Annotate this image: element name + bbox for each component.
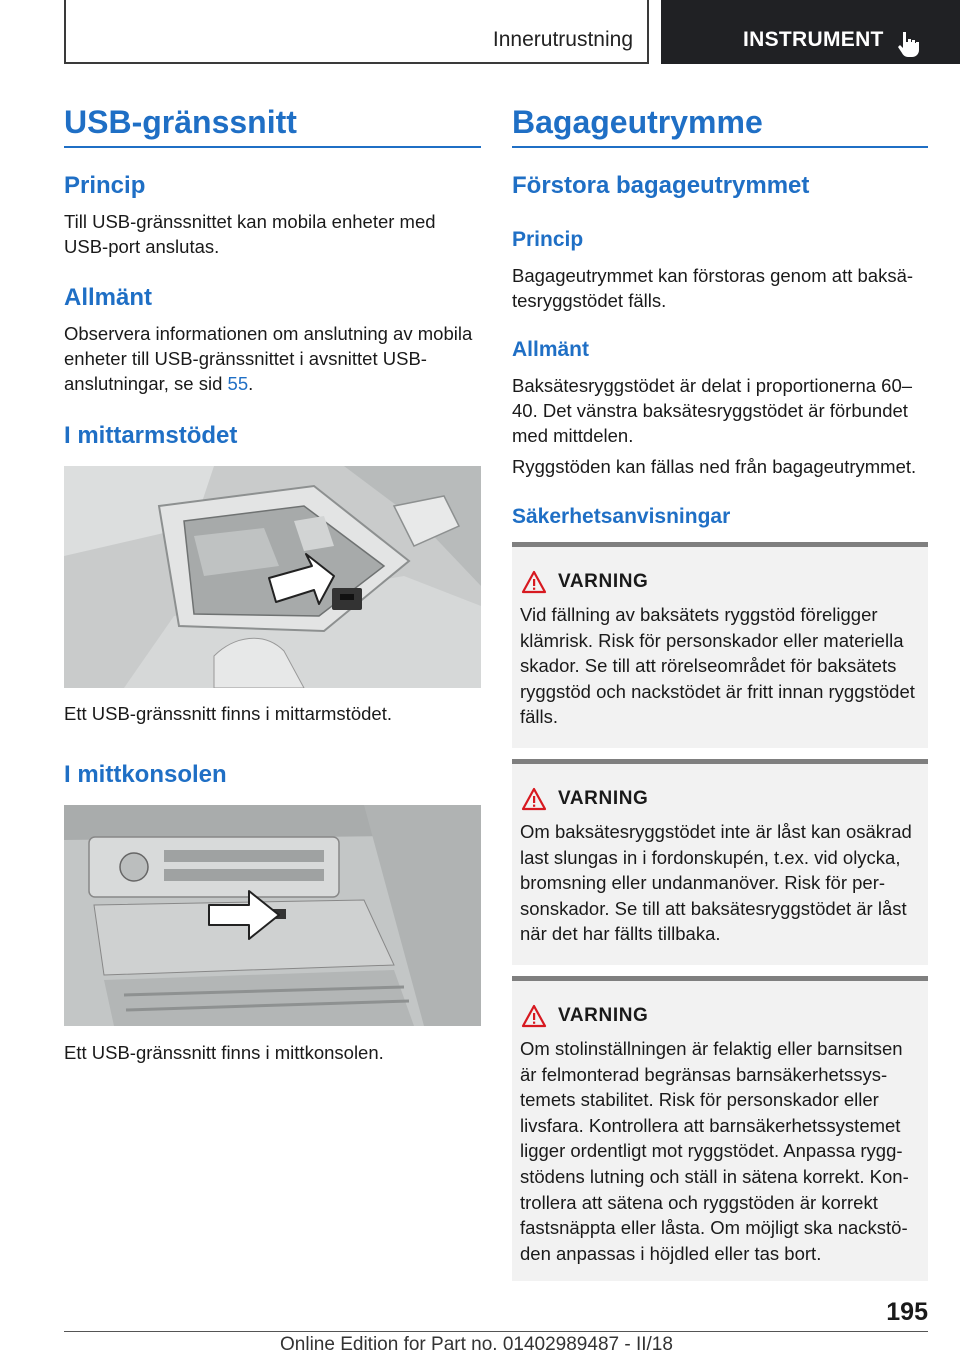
bagage-allmant-heading: Allmänt xyxy=(512,338,590,361)
armrest-caption: Ett USB-gränssnitt finns i mittarmstödet. xyxy=(64,703,392,724)
usb-princip-text: Till USB-gränssnittet kan mobila enheter med USB-port anslutas. xyxy=(64,211,436,257)
warning-box-2 xyxy=(512,759,928,965)
page-link-55[interactable]: 55 xyxy=(227,373,249,394)
usb-title-rule xyxy=(64,146,481,148)
hand-pointer-icon xyxy=(894,30,922,58)
header-section-label: Innerutrustning xyxy=(492,28,633,51)
armrest-heading: I mittarmstödet xyxy=(64,422,238,449)
usb-allmant-heading: Allmänt xyxy=(64,284,153,311)
usb-princip-heading: Princip xyxy=(64,172,146,199)
bagage-princip-heading: Princip xyxy=(512,228,584,251)
usb-allmant-text xyxy=(64,321,481,396)
bagage-title-rule xyxy=(512,146,928,148)
header-chapter-tab xyxy=(661,0,960,64)
warning-text-2: Om baksätesryggstödet inte är låst kan osäkrad last slungas in i fordonskupén, t.ex. vid olycka, bromsning eller undanmanöver. Risk för personskador. Se till att baksätesryggstödet är låst när det har fällts tillbaka. xyxy=(520,821,912,945)
safety-heading: Säkerhetsanvisningar xyxy=(512,505,731,528)
bagage-princip-text: Bagageutrymmet kan förstoras genom att baksätesryggstödet fälls. xyxy=(512,265,914,311)
warning-box-3 xyxy=(512,976,928,1281)
warning-triangle-icon xyxy=(521,787,547,811)
warning-box-1 xyxy=(512,542,928,748)
usb-title: USB-gränssnitt xyxy=(64,104,297,140)
warning-triangle-icon xyxy=(521,570,547,594)
warning-triangle-icon xyxy=(521,1004,547,1028)
armrest-illustration xyxy=(64,466,481,688)
header-section-tab xyxy=(64,0,649,64)
warning-text-3: Om stolinställningen är felaktig eller barnsitsen är felmonterad begränsas barnsäkerhetssystemets stabilitet. Risk för personskador eller livsfara. Kontrollera att barnsäkerhetssystemet ligger ordentligt mot ryggstödet. Anpassa ryggstödens lutning och ställ in sätena korrekt. Kontrollera att sätena och ryggstöden är korrekt fastsnäppta eller låsta. Om möjligt ska nackstöden anpassas i höjdled eller tas bort. xyxy=(520,1038,909,1264)
bagage-title: Bagageutrymme xyxy=(512,104,763,140)
footer-edition: Online Edition for Part no. 01402989487 - II/18 xyxy=(280,1334,673,1355)
enlarge-heading: Förstora bagageutrymmet xyxy=(512,172,810,199)
warning-title-1: VARNING xyxy=(558,571,649,592)
page-number: 195 xyxy=(886,1298,928,1326)
bagage-allmant-text: Baksätesryggstödet är delat i proportionerna 60–40. Det vänstra baksätesryggstödet är förbundet med mittdelen. xyxy=(512,375,913,446)
usb-allmant-end: . xyxy=(248,373,254,394)
bagage-allmant-text2: Ryggstöden kan fällas ned från bagageutrymmet. xyxy=(512,456,917,477)
footer-rule xyxy=(64,1331,928,1332)
armrest-usb-photo xyxy=(64,466,481,688)
warning-title-2: VARNING xyxy=(558,788,649,809)
warning-title-3: VARNING xyxy=(558,1005,649,1026)
console-usb-photo xyxy=(64,805,481,1026)
console-heading: I mittkonsolen xyxy=(64,761,227,788)
header-chapter-label: INSTRUMENT xyxy=(743,28,884,51)
usb-allmant-body: Observera informationen om anslutning av mobila enheter till USB-gränssnittet i avsnittet USB-anslutningar, se sid xyxy=(64,323,473,394)
console-illustration xyxy=(64,805,481,1026)
warning-text-1: Vid fällning av baksätets ryggstöd föreligger klämrisk. Risk för personskador eller materiella skador. Se till att rörelseområdet för baksätets ryggstöd och nackstödet är fritt innan ryggstödet fälls. xyxy=(520,604,915,728)
console-caption: Ett USB-gränssnitt finns i mittkonsolen. xyxy=(64,1042,384,1063)
